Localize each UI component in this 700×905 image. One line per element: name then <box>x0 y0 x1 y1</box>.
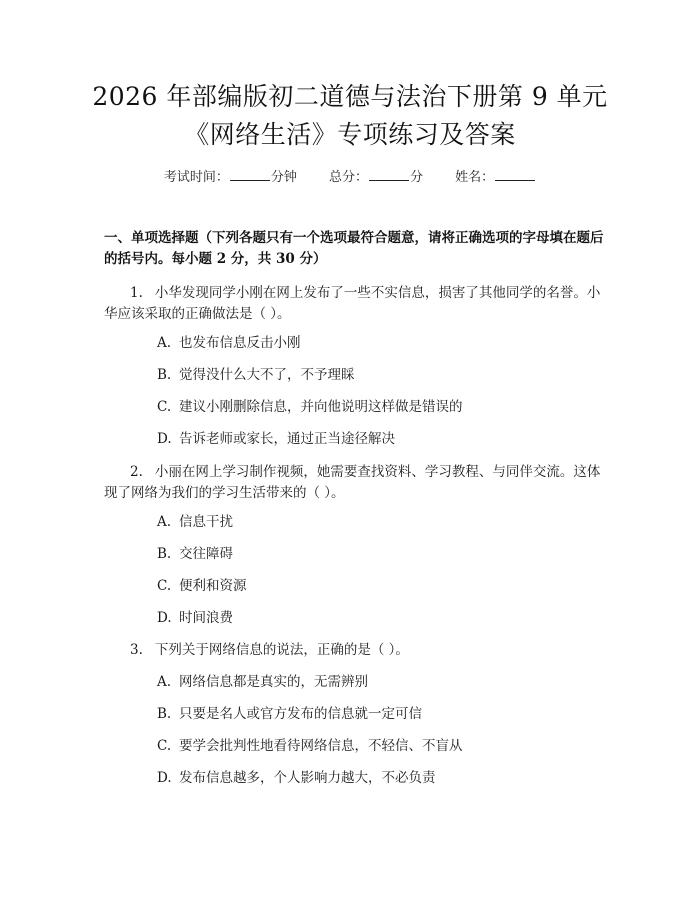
option-d[interactable] <box>157 609 607 627</box>
option-text: 发布信息越多，个人影响力越大，不必负责 <box>179 770 436 786</box>
option-text: 时间浪费 <box>179 610 233 626</box>
option-a[interactable] <box>157 334 607 352</box>
question-1 <box>104 283 604 325</box>
question-text: 下列关于网络信息的说法，正确的是（ ）。 <box>154 642 409 658</box>
question-text: 小丽在网上学习制作视频，她需要查找资料、学习教程、与同伴交流。这体现了网络为我们的学习生活带来的（ ）。 <box>104 464 601 501</box>
document-title-line-2: 《网络生活》专项练习及答案 <box>184 120 516 149</box>
option-text: 交往障碍 <box>179 546 233 562</box>
question-text: 小华发现同学小刚在网上发布了一些不实信息，损害了其他同学的名誉。小华应该采取的正确做法是（ ）。 <box>104 285 601 322</box>
option-c[interactable] <box>157 737 607 755</box>
total-score-label: 总分： <box>328 170 368 185</box>
student-name-field <box>455 168 536 187</box>
option-letter: C. <box>157 738 172 754</box>
total-score-unit: 分 <box>410 170 424 185</box>
total-score-blank[interactable] <box>369 168 409 181</box>
exam-time-blank[interactable] <box>230 168 270 181</box>
option-letter: A. <box>157 514 172 530</box>
option-letter: D. <box>157 431 172 447</box>
option-letter: A. <box>157 335 172 351</box>
option-text: 建议小刚删除信息，并向他说明这样做是错误的 <box>179 399 463 415</box>
student-name-label: 姓名： <box>455 170 495 185</box>
option-letter: D. <box>157 770 172 786</box>
document-title-line-1: 2026 年部编版初二道德与法治下册第 9 单元 <box>92 82 608 111</box>
option-c[interactable] <box>157 577 607 595</box>
question-number: 3. <box>130 642 143 658</box>
option-d[interactable] <box>157 769 607 787</box>
question-3 <box>104 640 604 661</box>
question-number: 2. <box>130 464 143 480</box>
option-letter: D. <box>157 610 172 626</box>
option-text: 告诉老师或家长，通过正当途径解决 <box>179 431 395 447</box>
option-b[interactable] <box>157 545 607 563</box>
question-number: 1. <box>130 285 143 301</box>
option-text: 便利和资源 <box>179 578 247 594</box>
option-text: 也发布信息反击小刚 <box>179 335 301 351</box>
option-letter: B. <box>157 546 172 562</box>
exam-time-label: 考试时间： <box>163 170 229 185</box>
option-text: 要学会批判性地看待网络信息，不轻信、不盲从 <box>179 738 463 754</box>
option-text: 信息干扰 <box>179 514 233 530</box>
option-letter: C. <box>157 578 172 594</box>
exam-time-field <box>164 168 297 187</box>
option-letter: B. <box>157 367 172 383</box>
section-heading: 一、单项选择题（下列各题只有一个选项最符合题意，请将正确选项的字母填在题后的括号内。每小题 2 分，共 30 分） <box>104 230 604 267</box>
option-text: 网络信息都是真实的，无需辨别 <box>179 674 368 690</box>
student-name-blank[interactable] <box>495 168 535 181</box>
option-letter: B. <box>157 706 172 722</box>
option-letter: A. <box>157 674 172 690</box>
option-letter: C. <box>157 399 172 415</box>
question-2 <box>104 462 604 504</box>
option-a[interactable] <box>157 513 607 531</box>
option-text: 只要是名人或官方发布的信息就一定可信 <box>179 706 422 722</box>
option-text: 觉得没什么大不了，不予理睬 <box>179 367 355 383</box>
option-d[interactable] <box>157 430 607 448</box>
exam-time-unit: 分钟 <box>270 170 297 185</box>
total-score-field <box>329 168 423 187</box>
exam-info-bar <box>0 168 700 187</box>
option-b[interactable] <box>157 366 607 384</box>
option-a[interactable] <box>157 673 607 691</box>
option-b[interactable] <box>157 705 607 723</box>
option-c[interactable] <box>157 398 607 416</box>
